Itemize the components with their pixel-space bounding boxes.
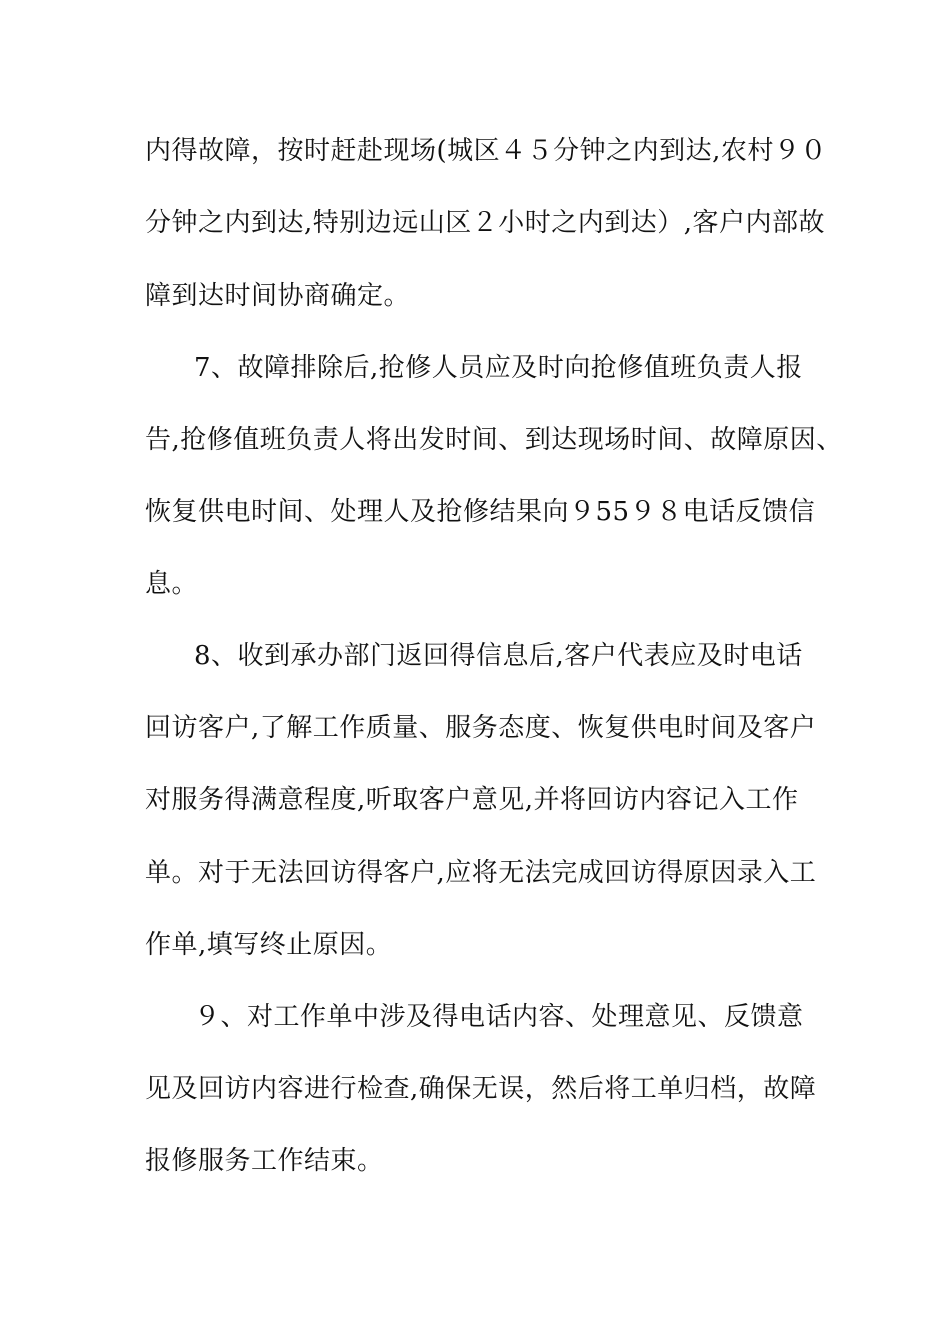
paragraph-8-first-line: 8、收到承办部门返回得信息后,客户代表应及时电话 [194,641,803,671]
text-line: 回访客户,了解工作质量、服务态度、恢复供电时间及客户 [145,713,817,743]
text-line: 作单,填写终止原因。 [145,930,393,960]
text-line: 见及回访内容进行检查,确保无误，然后将工单归档，故障 [145,1074,817,1104]
text-line: 报修服务工作结束。 [145,1146,384,1176]
paragraph-9-first-line: ９、对工作单中涉及得电话内容、处理意见、反馈意 [194,1002,804,1032]
text-line: 对服务得满意程度,听取客户意见,并将回访内容记入工作 [145,785,799,815]
text-line: 恢复供电时间、处理人及抢修结果向９55９８电话反馈信 [145,497,816,527]
text-line: 内得故障，按时赶赴现场(城区４５分钟之内到达,农村９０ [145,136,827,166]
text-line: 单。对于无法回访得客户,应将无法完成回访得原因录入工 [145,858,817,888]
text-line: 息。 [145,569,199,599]
paragraph-7-first-line: 7、故障排除后,抢修人员应及时向抢修值班负责人报 [194,353,803,383]
text-line: 障到达时间协商确定。 [145,281,411,311]
text-line: 分钟之内到达,特别边远山区２小时之内到达）,客户内部故 [145,208,826,238]
text-line: 告,抢修值班负责人将出发时间、到达现场时间、故障原因、 [145,425,843,455]
